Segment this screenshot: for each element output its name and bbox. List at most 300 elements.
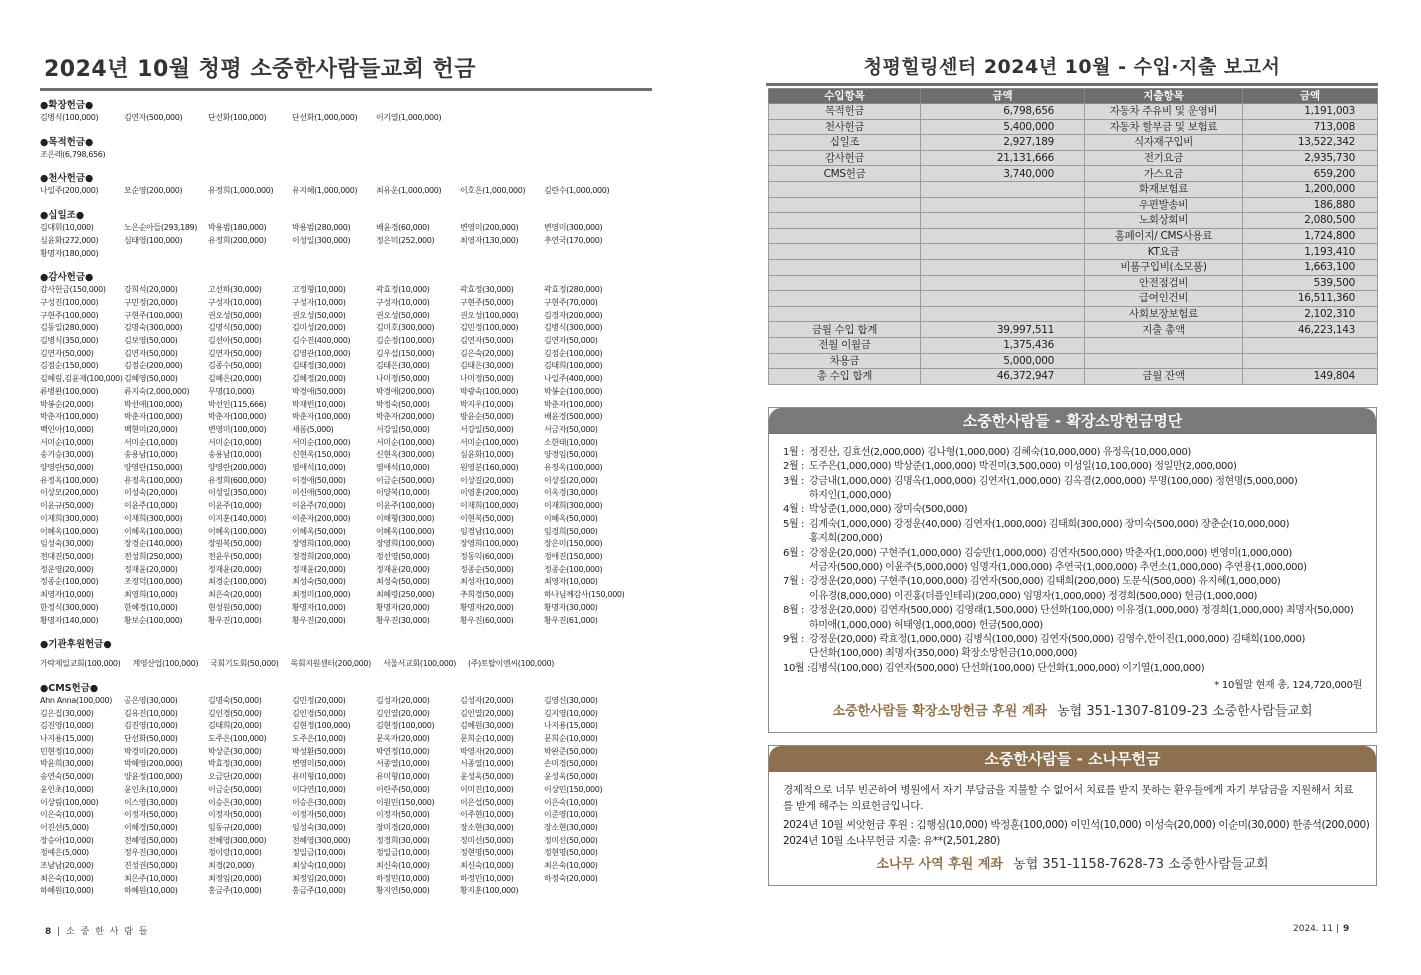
- table-cell: [769, 259, 921, 275]
- table-cell: 금월 잔액: [1085, 369, 1243, 385]
- donor-entry: 박상준(30,000): [208, 746, 262, 756]
- donor-entry: 하나님께감사(150,000): [544, 590, 625, 600]
- table-cell: [921, 291, 1085, 307]
- donor-entry: 정종순(100,000): [544, 564, 603, 574]
- donor-entry: 변영미(300,000): [544, 223, 603, 233]
- donor-entry: 단선화(100,000): [208, 113, 267, 122]
- table-cell: 1,663,100: [1243, 259, 1378, 275]
- donor-entry: Ahn Anna(100,000): [40, 695, 113, 705]
- section-title: ●십일조●: [40, 210, 85, 222]
- table-row: [769, 104, 1378, 120]
- donor-entry: 구현주(50,000): [460, 297, 514, 307]
- donor-entry: 서금자(50,000): [544, 424, 598, 434]
- donor-entry: 서종열(10,000): [460, 759, 514, 769]
- table-cell: [921, 213, 1085, 229]
- report-rule: [766, 83, 1378, 86]
- table-cell: 149,804: [1243, 369, 1378, 385]
- expansion-box: [768, 407, 1377, 734]
- donor-entry: 정경희(200,000): [292, 551, 351, 561]
- donor-entry: 최영희(10,000): [124, 590, 178, 600]
- table-cell: [921, 197, 1085, 213]
- table-cell: 전월 이월금: [769, 337, 921, 353]
- donor-entry: 정종순(100,000): [40, 577, 99, 587]
- donor-entry: 구성자(10,000): [292, 297, 346, 307]
- donor-entry: 김태은(30,000): [376, 361, 430, 371]
- donor-entry: 구성자(10,000): [376, 297, 430, 307]
- section-title: ●확장헌금●: [40, 100, 94, 111]
- donor-entry: 최유운(1,000,000): [376, 186, 442, 196]
- donor-entry: 유정옥(100,000): [124, 475, 183, 485]
- table-cell: 목적헌금: [769, 104, 921, 120]
- donor-entry: 김미호(300,000): [376, 323, 435, 333]
- table-row: [769, 322, 1378, 338]
- donor-entry: 김미성(20,000): [292, 323, 346, 333]
- donor-entry: 곽효정(10,000): [376, 285, 430, 295]
- donor-entry: 강희석(20,000): [124, 285, 178, 295]
- donor-entry: 이성숙(20,000): [124, 488, 178, 498]
- table-cell: [769, 213, 921, 229]
- donor-entry: 윤성욱(50,000): [544, 772, 598, 782]
- donor-list: [40, 149, 680, 162]
- left-page: [40, 52, 680, 909]
- donor-entry: 유지혜(1,000,000): [292, 186, 358, 196]
- donor-entry: 김유진(10,000): [124, 708, 178, 718]
- donor-entry: 이혜옥(100,000): [376, 526, 435, 536]
- offering-section: [40, 638, 680, 671]
- donor-entry: 정재윤(20,000): [292, 564, 346, 574]
- donor-entry: 공은영(30,000): [124, 695, 178, 705]
- donor-entry: 최영자(130,000): [460, 235, 519, 245]
- donor-entry: 소한태(10,000): [544, 437, 598, 447]
- donor-entry: 박광숙(100,000): [460, 386, 519, 396]
- month-row: [783, 518, 1362, 547]
- donor-entry: 하정민(10,000): [376, 873, 430, 883]
- donor-entry: 최상숙(10,000): [292, 861, 346, 871]
- donor-entry: 구성진(100,000): [40, 297, 99, 307]
- table-cell: 2,927,189: [921, 135, 1085, 151]
- donor-list: [40, 222, 680, 260]
- donor-entry: 이은숙(10,000): [544, 797, 598, 807]
- donor-entry: 김태은(30,000): [460, 361, 514, 371]
- donor-entry: 새롬(5,000): [292, 424, 334, 434]
- donor-entry: 서미순(100,000): [376, 437, 435, 447]
- donor-entry: 김진영(10,000): [124, 721, 178, 731]
- month-label: 2월 :: [783, 461, 804, 473]
- table-cell: [769, 306, 921, 322]
- donor-entry: 윤인초(10,000): [124, 784, 178, 794]
- donor-entry: 이상길(20,000): [460, 475, 514, 485]
- donor-entry: 하정숙(20,000): [544, 873, 598, 883]
- donor-entry: 추희경(50,000): [460, 590, 514, 600]
- left-footer: [45, 924, 149, 937]
- expansion-account: [783, 702, 1362, 722]
- table-cell: [1085, 353, 1243, 369]
- donor-entry: 이은숙(10,000): [40, 810, 94, 820]
- donor-entry: 이진선(5,000): [40, 822, 89, 832]
- donor-entry: 박춘자(200,000): [376, 412, 435, 422]
- donor-entry: 정일금(10,000): [292, 848, 346, 858]
- donor-entry: 한정식(300,000): [40, 602, 99, 612]
- donor-entry: 이금순(500,000): [376, 475, 435, 485]
- donor-entry: 김종수(50,000): [208, 361, 262, 371]
- donor-entry: 최은숙(10,000): [544, 861, 598, 871]
- donor-entry: 김명식(50,000): [208, 323, 262, 333]
- donor-entry: 유정희(1,000,000): [208, 186, 274, 196]
- donor-entry: 정종순(50,000): [460, 564, 514, 574]
- donor-entry: 정경희(30,000): [376, 835, 430, 845]
- donor-entry: 임동규(20,000): [208, 822, 262, 832]
- donor-entry: 이주현(10,000): [460, 810, 514, 820]
- table-cell: 1,724,800: [1243, 228, 1378, 244]
- table-cell: 16,511,360: [1243, 291, 1378, 307]
- table-cell: 지출 총액: [1085, 322, 1243, 338]
- donor-entry: 이재희(100,000): [460, 501, 519, 511]
- donor-entry: 김지영(10,000): [544, 708, 598, 718]
- donor-entry: 심윤화(272,000): [40, 235, 99, 245]
- donor-entry: 이혜옥(100,000): [124, 526, 183, 536]
- month-row: [783, 604, 1362, 633]
- donor-list: [40, 695, 680, 898]
- donor-entry: 정동익(60,000): [460, 551, 514, 561]
- donor-entry: 이윤규(50,000): [40, 501, 94, 511]
- offering-section: [40, 99, 680, 125]
- donor-entry: 배윤경(500,000): [544, 412, 603, 422]
- donor-entry: 나일주(400,000): [544, 374, 603, 384]
- table-cell: 46,372,947: [921, 369, 1085, 385]
- month-donors: 도주은(1,000,000) 박상준(1,000,000) 박진미(3,500,000) 이성일(10,100,000) 정일만(2,000,000): [809, 461, 1237, 473]
- table-cell: [769, 181, 921, 197]
- donor-entry: 장영희(100,000): [292, 539, 351, 549]
- donor-entry: 이윤주(10,000): [124, 501, 178, 511]
- month-row: [783, 547, 1362, 576]
- section-title: ●목적헌금●: [40, 136, 94, 148]
- donor-entry: 서종열(10,000): [376, 759, 430, 769]
- donor-entry: 곽효정(280,000): [544, 285, 603, 295]
- right-page-number: 9: [1342, 924, 1350, 934]
- donor-entry: 김현정(100,000): [376, 721, 435, 731]
- donor-entry: 김혜림,김윤재(100,000): [40, 374, 123, 384]
- table-cell: 539,500: [1243, 275, 1378, 291]
- sonamu-header: 소중한사람들 - 소나무헌금: [769, 746, 1376, 772]
- donor-entry: 김인경(50,000): [292, 708, 346, 718]
- donor-entry: 김병식(100,000): [40, 113, 99, 122]
- donor-entry: 박춘자(100,000): [292, 412, 351, 422]
- table-cell: 홈페이지/ CMS사용료: [1085, 228, 1243, 244]
- donor-entry: 전윤우(50,000): [208, 551, 262, 561]
- table-cell: [1243, 337, 1378, 353]
- donor-entry: 전성희(250,000): [124, 551, 183, 561]
- donor-entry: 임경희(50,000): [544, 526, 598, 536]
- donor-entry: 김연자(50,000): [208, 348, 262, 358]
- donor-entry: 최성숙(50,000): [376, 577, 430, 587]
- table-cell: 21,131,666: [921, 150, 1085, 166]
- donor-entry: 윤인초(10,000): [40, 784, 94, 794]
- table-cell: 가스요금: [1085, 166, 1243, 182]
- donor-entry: 박혜영(200,000): [124, 759, 183, 769]
- month-row: [783, 446, 1362, 460]
- donor-entry: 양영란(150,000): [124, 463, 183, 473]
- table-cell: 13,522,342: [1243, 135, 1378, 151]
- table-cell: 39,997,511: [921, 322, 1085, 338]
- left-page-number: 8: [45, 927, 53, 937]
- donor-entry: 이영훈(200,000): [460, 488, 519, 498]
- donor-entry: 나일주(200,000): [40, 186, 99, 196]
- donor-entry: 이기열(1,000,000): [376, 113, 442, 122]
- donor-entry: 류지숙(2,000,000): [124, 386, 190, 396]
- donor-entry: 이윤주(10,000): [208, 501, 262, 511]
- donor-list: [40, 112, 680, 125]
- sonamu-account-label: 소나무 사역 후원 계좌: [876, 857, 1003, 873]
- donor-entry: 이혜옥(100,000): [208, 526, 267, 536]
- donor-entry: 송연숙(50,000): [40, 772, 94, 782]
- table-cell: 감사헌금: [769, 150, 921, 166]
- table-cell: [1085, 337, 1243, 353]
- donor-entry: 황명자(10,000): [292, 602, 346, 612]
- donor-entry: 박영자(20,000): [460, 746, 514, 756]
- donor-entry: 김혜정(20,000): [292, 374, 346, 384]
- donor-entry: 장원복(50,000): [208, 539, 262, 549]
- donor-entry: 윤성욱(50,000): [460, 772, 514, 782]
- donor-entry: 정재윤(20,000): [376, 564, 430, 574]
- month-label: 7월 :: [783, 576, 804, 588]
- table-cell: 46,223,143: [1243, 322, 1378, 338]
- donor-entry: 이신애(500,000): [292, 488, 351, 498]
- donor-entry: 권오성(50,000): [376, 310, 430, 320]
- donor-entry: 최영자(10,000): [40, 590, 94, 600]
- donor-entry: 서강일(50,000): [460, 424, 514, 434]
- donor-entry: 양윤정(100,000): [124, 772, 183, 782]
- donor-entry: 단선화(1,000,000): [292, 113, 358, 122]
- donor-entry: 조은래(6,798,656): [40, 149, 106, 159]
- donor-entry: 김연자(500,000): [124, 113, 183, 122]
- donor-entry: 박봉순(20,000): [40, 399, 94, 409]
- donor-entry: 황명자(180,000): [40, 248, 99, 258]
- donor-entry: 이옥경(30,000): [544, 488, 598, 498]
- donor-entry: 이재희(300,000): [544, 501, 603, 511]
- donor-entry: 정미선(50,000): [544, 835, 598, 845]
- donor-entry: 김병식(300,000): [544, 323, 603, 333]
- table-cell: 자동차 주유비 및 운영비: [1085, 104, 1243, 120]
- table-cell: 2,935,730: [1243, 150, 1378, 166]
- table-cell: [769, 197, 921, 213]
- donor-entry: 송기승(30,000): [40, 450, 94, 460]
- donor-entry: 이경애(50,000): [292, 475, 346, 485]
- donor-entry: 최정임(20,000): [292, 873, 346, 883]
- expansion-account-label: 소중한사람들 확장소망헌금 후원 계좌: [832, 704, 1047, 720]
- donor-entry: 이혜경(50,000): [124, 822, 178, 832]
- donor-entry: 이춘자(200,000): [292, 513, 351, 523]
- donor-entry: 모순영(200,000): [124, 186, 183, 196]
- donor-entry: 나지용(15,000): [40, 734, 94, 744]
- donor-entry: 황명자(20,000): [460, 602, 514, 612]
- donor-entry: 민현정(10,000): [40, 746, 94, 756]
- donor-entry: 장영희(100,000): [460, 539, 519, 549]
- donor-entry: 나미정(50,000): [460, 374, 514, 384]
- table-cell: 1,193,410: [1243, 244, 1378, 260]
- donor-entry: 김병식(350,000): [40, 336, 99, 346]
- donor-entry: 정은미(252,000): [376, 235, 435, 245]
- donor-list: [40, 651, 680, 671]
- donor-entry: 진성권(50,000): [124, 861, 178, 871]
- donor-entry: 조정덕(100,000): [124, 577, 183, 587]
- donor-entry: 이혜옥(100,000): [40, 526, 99, 536]
- donor-entry: 장소현(30,000): [544, 822, 598, 832]
- table-row: [769, 306, 1378, 322]
- donor-entry: 전혜영(50,000): [124, 835, 178, 845]
- month-label: 1월 :: [783, 446, 804, 458]
- donor-entry: 장경순(140,000): [124, 539, 183, 549]
- donor-entry: 황지훈(100,000): [460, 886, 519, 896]
- donor-entry: 최은주(10,000): [124, 873, 178, 883]
- donor-entry: 박지우(10,000): [460, 399, 514, 409]
- donor-entry: 박춘자(100,000): [208, 412, 267, 422]
- donor-entry: 김은집(30,000): [40, 708, 94, 718]
- donor-entry: 김혜영(50,000): [124, 374, 178, 384]
- donor-entry: 전대진(50,000): [40, 551, 94, 561]
- donor-entry: 최은숙(20,000): [208, 590, 262, 600]
- sonamu-account-value: 농협 351-1158-7628-73 소중한사람들교회: [1013, 857, 1269, 873]
- donor-entry: 황명자(30,000): [544, 602, 598, 612]
- donor-entry: 양경임(50,000): [544, 450, 598, 460]
- donor-entry: 최신숙(10,000): [460, 861, 514, 871]
- donor-entry: 최혜령(250,000): [376, 590, 435, 600]
- donor-entry: 박연정(10,000): [376, 746, 430, 756]
- donor-entry: 이윤주(100,000): [376, 501, 435, 511]
- donor-entry: 단선화(50,000): [124, 734, 178, 744]
- offering-section: [40, 682, 680, 898]
- donor-entry: 서미순(10,000): [124, 437, 178, 447]
- donor-entry: 최성숙(50,000): [292, 577, 346, 587]
- donor-entry: 김민정(100,000): [460, 323, 519, 333]
- table-cell: 3,740,000: [921, 166, 1085, 182]
- donor-entry: 고선하(30,000): [208, 285, 262, 295]
- donor-entry: 최성자(10,000): [460, 577, 514, 587]
- month-row: [783, 460, 1362, 474]
- sonamu-seed-line: 2024년 10월 씨앗헌금 후원 : 김행심(10,000) 박정훈(100,000) 이민석(10,000) 이성숙(20,000) 이순미(30,000) 한종석(200,000): [783, 819, 1370, 832]
- donor-entry: 황우진(61,000): [544, 615, 598, 625]
- donor-entry: 정선영(50,000): [376, 551, 430, 561]
- donor-entry: 박춘자(100,000): [544, 399, 603, 409]
- donor-entry: 박춘자(100,000): [124, 412, 183, 422]
- donor-entry: 김은숙(20,000): [460, 348, 514, 358]
- donor-entry: 최정미(100,000): [292, 590, 351, 600]
- donor-entry: 정현명(50,000): [460, 848, 514, 858]
- right-page: [766, 52, 1378, 886]
- donor-entry: 최은숙(10,000): [40, 873, 94, 883]
- donor-entry: 신현옥(300,000): [376, 450, 435, 460]
- donor-entry: 문희순(10,000): [544, 734, 598, 744]
- table-cell: [921, 259, 1085, 275]
- right-footer: [1293, 924, 1349, 934]
- donor-entry: 김성자(20,000): [460, 695, 514, 705]
- donor-entry: 서울서교회(100,000): [382, 659, 456, 669]
- table-row: [769, 337, 1378, 353]
- table-row: [769, 244, 1378, 260]
- expansion-total-note: * 10월말 현재 총, 124,720,000원: [1214, 680, 1362, 692]
- right-footer-date: 2024. 11 |: [1293, 924, 1339, 934]
- donor-entry: 유정희(600,000): [208, 475, 267, 485]
- donor-entry: 이은섭(50,000): [460, 797, 514, 807]
- donor-entry: 가락제일교회(100,000): [40, 659, 121, 669]
- section-title: ●기관후원헌금●: [40, 639, 112, 651]
- month-donors: 강정운(20,000) 김연자(500,000) 김영래(1,500,000) 단선화(100,000) 이유경(1,000,000) 정경희(1,000,000) 최명자(50,000) 하미애(1,000,000) 허태영(1,000,000) 헌금(500,000): [809, 605, 1354, 631]
- donor-entry: 변영미(200,000): [460, 223, 519, 233]
- table-row: [769, 259, 1378, 275]
- donor-entry: 나미정(50,000): [376, 374, 430, 384]
- donor-entry: 김명숙(300,000): [124, 323, 183, 333]
- donor-entry: 황우진(10,000): [208, 615, 262, 625]
- donor-entry: 황지연(50,000): [376, 886, 430, 896]
- table-cell: CMS헌금: [769, 166, 921, 182]
- donor-entry: 홍금주(10,000): [208, 886, 262, 896]
- offering-section: [40, 172, 680, 198]
- donor-entry: 홍금주(10,000): [292, 886, 346, 896]
- donor-entry: 김점순(200,000): [124, 361, 183, 371]
- donor-entry: 정운영(20,000): [40, 564, 94, 574]
- donor-entry: 도주은(10,000): [292, 734, 346, 744]
- donor-entry: 장영희(100,000): [376, 539, 435, 549]
- donor-entry: 손미경(50,000): [544, 759, 598, 769]
- table-cell: 급여인건비: [1085, 291, 1243, 307]
- table-cell: 1,375,436: [921, 337, 1085, 353]
- month-label: 4월 :: [783, 504, 804, 516]
- sonamu-description: 경제적으로 너무 빈곤하여 병원에서 자기 부담금을 지불할 수 없어서 치료를 받지 못하는 환우들에게 자기 부담금을 지원해서 치료를 받게 해주는 의료헌금입니다.: [783, 784, 1354, 813]
- donor-entry: 김혜원(30,000): [460, 721, 514, 731]
- donor-entry: 김태정(30,000): [292, 361, 346, 371]
- donor-entry: 박완준(50,000): [544, 746, 598, 756]
- donor-entry: 정예은(5,000): [40, 848, 89, 858]
- donor-entry: 이준영(10,000): [544, 810, 598, 820]
- table-row: [769, 353, 1378, 369]
- donor-entry: 황우진(20,000): [292, 615, 346, 625]
- table-cell: 5,000,000: [921, 353, 1085, 369]
- donor-entry: 나지용(15,000): [544, 721, 598, 731]
- table-row: [769, 135, 1378, 151]
- table-row: [769, 275, 1378, 291]
- month-row: [783, 633, 1362, 662]
- table-cell: 전기요금: [1085, 150, 1243, 166]
- donor-entry: 최신숙(10,000): [376, 861, 430, 871]
- offering-sections: [40, 99, 680, 898]
- table-cell: [769, 275, 921, 291]
- donor-entry: 조남남(20,000): [40, 861, 94, 871]
- donor-entry: 서강일(50,000): [376, 424, 430, 434]
- donor-entry: 이란주(50,000): [376, 784, 430, 794]
- donor-entry: 장소현(30,000): [460, 822, 514, 832]
- donor-entry: 박경미(20,000): [124, 746, 178, 756]
- table-cell: 자동차 할부금 및 보험료: [1085, 119, 1243, 135]
- table-cell: [921, 181, 1085, 197]
- month-donors: 김계숙(1,000,000) 강정운(40,000) 김연자(1,000,000) 김태희(300,000) 장미숙(500,000) 장춘순(10,000,000) 홍지희(200,000): [809, 518, 1290, 545]
- table-row: [769, 150, 1378, 166]
- month-donors: 강정운(20,000) 곽효정(1,000,000) 김병식(100,000) 김연자(500,000) 김영수,한이진(1,000,000) 김태희(100,000) 단선화(100,000) 최명자(350,000) 확장소망헌금(10,000,000): [809, 633, 1305, 660]
- donor-entry: 권오성(50,000): [208, 310, 262, 320]
- donor-entry: 김연자(50,000): [40, 348, 94, 358]
- donor-entry: 임성숙(30,000): [292, 822, 346, 832]
- donor-entry: 이현복(50,000): [460, 513, 514, 523]
- donor-entry: 이미진(10,000): [460, 784, 514, 794]
- donor-entry: 김란수(1,000,000): [544, 186, 610, 196]
- donor-entry: 양영란(50,000): [40, 463, 94, 473]
- donor-entry: 배윤경(60,000): [376, 223, 430, 233]
- table-cell: 금월 수입 합계: [769, 322, 921, 338]
- donor-entry: 백인아(10,000): [40, 424, 94, 434]
- table-header: 지출항목: [1085, 89, 1243, 104]
- donor-entry: 송용남(10,000): [208, 450, 262, 460]
- donor-entry: 이다연(10,000): [292, 784, 346, 794]
- donor-entry: 정재윤(20,000): [208, 564, 262, 574]
- sonamu-expense-line: 2024년 10월 소나무헌금 지출: 유**(2,501,280): [783, 834, 1000, 847]
